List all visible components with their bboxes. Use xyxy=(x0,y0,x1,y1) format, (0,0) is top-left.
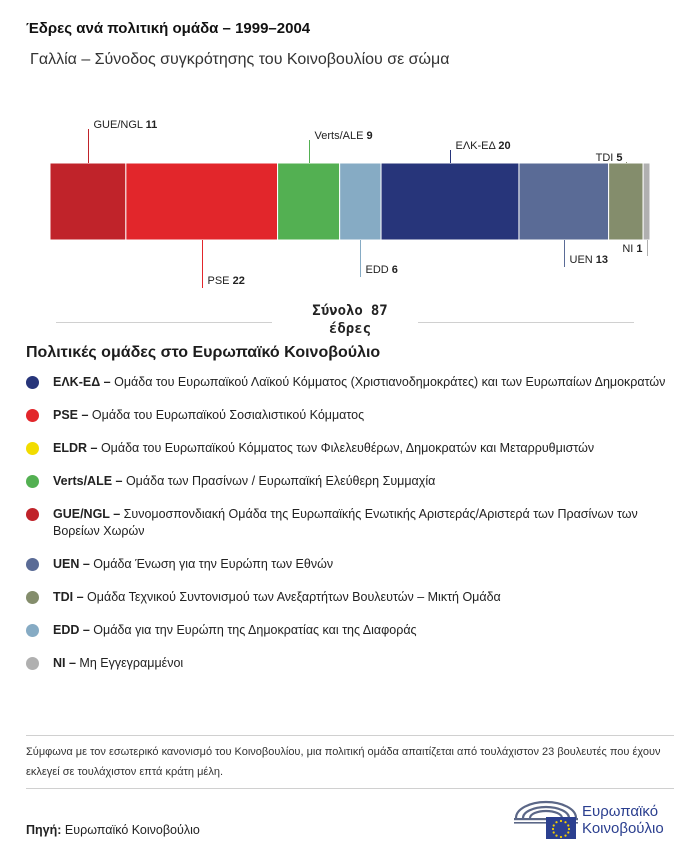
data-label-uen: UEN 13 xyxy=(569,254,609,266)
footnote-divider-bottom xyxy=(26,788,674,789)
total-label: Σύνολο xyxy=(312,303,363,319)
legend-dot-icon xyxy=(26,591,39,604)
bar-segment-uen xyxy=(519,163,609,240)
legend-description: Ομάδα του Ευρωπαϊκού Σοσιαλιστικού Κόμματος xyxy=(91,408,365,422)
legend-code: NI – xyxy=(53,656,80,670)
legend-description: Ομάδα για την Ευρώπη της Δημοκρατίας και της Διαφοράς xyxy=(93,623,417,637)
total-value: 87 xyxy=(370,303,388,319)
ep-logo xyxy=(512,796,682,842)
logo-text-line1: Ευρωπαϊκό xyxy=(582,803,659,820)
total-seats xyxy=(300,302,400,338)
legend-dot-icon xyxy=(26,657,39,670)
legend-code: ΕΛΚ-ΕΔ – xyxy=(53,375,115,389)
parliament-hemicycle-icon xyxy=(512,796,580,842)
legend-description: Ομάδα του Ευρωπαϊκού Κόμματος των Φιλελευθέρων, Δημοκρατών και Μεταρρυθμιστών xyxy=(100,441,595,455)
legend-dot-icon xyxy=(26,409,39,422)
legend-description: Συνομοσπονδιακή Ομάδα της Ευρωπαϊκής Ενωτικής Αριστεράς/Αριστερά των Πρασίνων των Βορείων Χωρών xyxy=(53,507,638,538)
legend-item xyxy=(26,440,676,457)
legend-item xyxy=(26,374,676,391)
chart-subtitle: Γαλλία – Σύνοδος συγκρότησης του Κοινοβουλίου σε σώμα xyxy=(30,51,450,68)
data-label-verts-ale: Verts/ALE 9 xyxy=(314,130,373,142)
legend-item xyxy=(26,556,676,573)
legend-code: ELDR – xyxy=(53,441,101,455)
data-label-pse: PSE 22 xyxy=(207,275,245,287)
logo-text xyxy=(582,803,664,837)
bar-segment-ελκ-εδ xyxy=(381,163,519,240)
bar-segment-pse xyxy=(126,163,278,240)
legend-code: Verts/ALE – xyxy=(53,474,126,488)
legend-list xyxy=(26,374,676,688)
legend-description: Ομάδα των Πρασίνων / Ευρωπαϊκή Ελεύθερη Συμμαχία xyxy=(125,474,436,488)
footnote: Σύμφωνα με τον εσωτερικό κανονισμό του Κοινοβουλίου, μια πολιτική ομάδα απαιτίζεται από τουλάχιστον 23 βουλευτές που έχουν εκλεγεί σε τουλάχιστον επτά κράτη μέλη. xyxy=(26,746,661,778)
legend-code: EDD – xyxy=(53,623,94,637)
bar-segment-gue-ngl xyxy=(50,163,126,240)
legend-title: Πολιτικές ομάδες στο Ευρωπαϊκό Κοινοβούλιο xyxy=(26,344,381,361)
legend-description: Ομάδα Ένωση για την Ευρώπη των Εθνών xyxy=(93,557,334,571)
legend-item xyxy=(26,407,676,424)
bar-segment-edd xyxy=(340,163,381,240)
legend-item xyxy=(26,589,676,606)
legend-description: Ομάδα του Ευρωπαϊκού Λαϊκού Κόμματος (Χριστιανοδημοκράτες) και των Ευρωπαίων Δημοκρατών xyxy=(114,375,666,389)
total-divider-right xyxy=(418,322,634,323)
total-unit: έδρες xyxy=(328,321,372,337)
data-label-ελκ-εδ: ΕΛΚ-ΕΔ 20 xyxy=(455,140,511,152)
data-label-ni: NI 1 xyxy=(622,243,643,255)
source-label: Πηγή: xyxy=(26,823,62,837)
chart-title: Έδρες ανά πολιτική ομάδα – 1999–2004 xyxy=(26,20,311,37)
legend-dot-icon xyxy=(26,558,39,571)
bar-segment-tdi xyxy=(609,163,643,240)
bar-segment-ni xyxy=(643,163,650,240)
data-label-tdi: TDI 5 xyxy=(595,152,623,164)
legend-dot-icon xyxy=(26,376,39,389)
legend-code: PSE – xyxy=(53,408,92,422)
data-label-gue-ngl: GUE/NGL 11 xyxy=(93,119,158,131)
legend-code: UEN – xyxy=(53,557,94,571)
legend-description: Ομάδα Τεχνικού Συντονισμού των Ανεξαρτήτων Βουλευτών – Μικτή Ομάδα xyxy=(87,590,501,604)
legend-item xyxy=(26,622,676,639)
legend-dot-icon xyxy=(26,475,39,488)
logo-text-line2: Κοινοβούλιο xyxy=(582,820,664,837)
total-divider-left xyxy=(56,322,272,323)
source-line xyxy=(26,823,200,837)
source-text: Ευρωπαϊκό Κοινοβούλιο xyxy=(64,823,200,837)
legend-dot-icon xyxy=(26,508,39,521)
legend-item xyxy=(26,506,676,540)
legend-code: TDI – xyxy=(53,590,88,604)
footnote-divider-top xyxy=(26,735,674,736)
seat-bar-chart xyxy=(0,0,700,300)
data-label-edd: EDD 6 xyxy=(365,264,398,276)
legend-code: GUE/NGL – xyxy=(53,507,124,521)
legend-dot-icon xyxy=(26,442,39,455)
bar-segment-verts-ale xyxy=(278,163,340,240)
legend-item xyxy=(26,655,676,672)
legend-description: Μη Εγγεγραμμένοι xyxy=(79,656,184,670)
legend-dot-icon xyxy=(26,624,39,637)
legend-item xyxy=(26,473,676,490)
